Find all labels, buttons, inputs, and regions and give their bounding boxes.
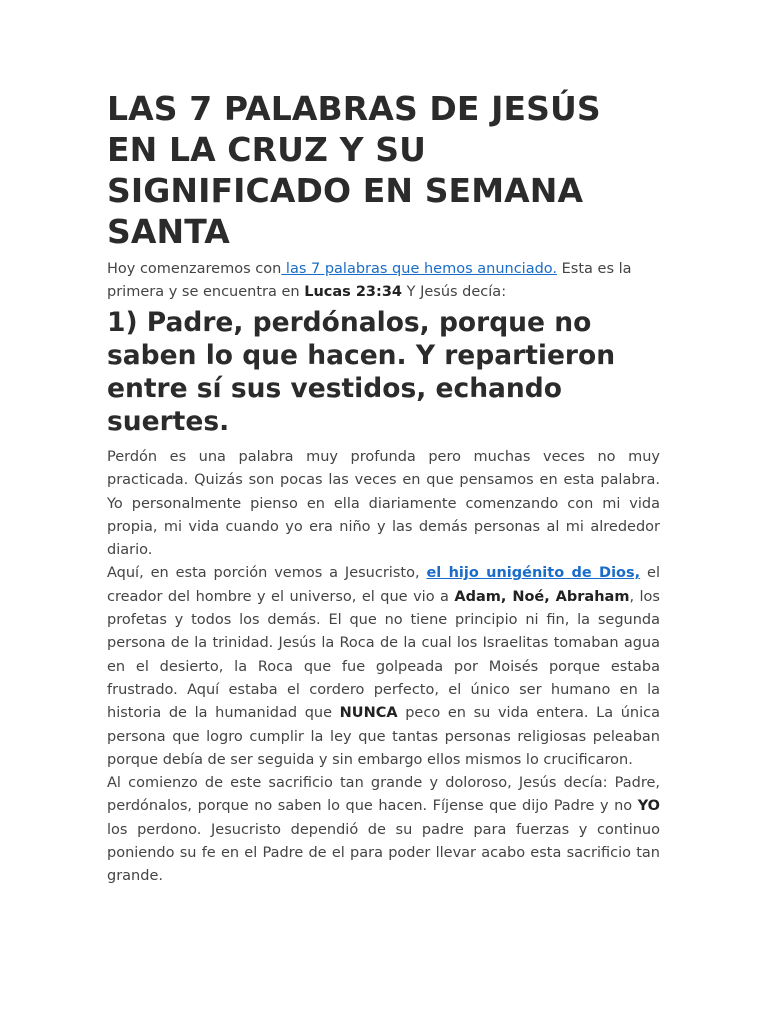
p2-text-start: Aquí, en esta porción vemos a Jesucristo, <box>107 565 427 582</box>
intro-text-start: Hoy comenzaremos con <box>107 261 282 277</box>
paragraph-jesus <box>107 562 660 772</box>
p2-text-mid2: , los profetas y todos los demás. El que no tiene principio ni fin, la segunda persona de la trinidad. Jesús la Roca de la cual los Israelitas tomaban agua en el desierto, la Roca que fue golpeada por Moisés porque estaba frustrado. Aquí estaba el cordero perfecto, el único ser humano en la historia de la humanidad que <box>107 588 660 722</box>
seven-words-link[interactable]: las 7 palabras que hemos anunciado. <box>281 261 558 277</box>
intro-text-mid: Esta es la primera y se encuentra en <box>107 261 632 300</box>
first-word-heading: 1) Padre, perdónalos, porque no saben lo que hacen. Y repartieron entre sí sus vestidos, echando suertes. <box>107 307 616 437</box>
patriarch-names: Adam, Noé, Abraham <box>454 588 630 605</box>
paragraph-forgiveness: Perdón es una palabra muy profunda pero muchas veces no muy practicada. Quizás son pocas las veces en que pensamos en esta palabra. Yo personalmente pienso en ella diariamente comenzando con mi vida propia, mi vida cuando yo era niño y las demás personas al mi alrededor diario. <box>107 449 660 559</box>
p2-text-end: peco en su vida entera. La única persona que logro cumplir la ley que tantas personas religiosas peleaban porque debía de ser seguida y sin embargo ellos mismos lo crucificaron. <box>107 705 660 768</box>
yo-emphasis: YO <box>637 798 660 815</box>
article-title: LAS 7 PALABRAS DE JESÚS EN LA CRUZ Y SU SIGNIFICADO EN SEMANA SANTA <box>107 89 601 251</box>
paragraph-sacrifice <box>107 772 660 888</box>
intro-text-end: Y Jesús decía: <box>402 284 507 300</box>
only-begotten-son-link[interactable]: el hijo unigénito de Dios, <box>426 565 641 582</box>
p3-text-start: Al comienzo de este sacrificio tan grande y doloroso, Jesús decía: Padre, perdónalos, porque no saben lo que hacen. Fíjense que dijo Padre y no <box>107 775 660 815</box>
intro-paragraph <box>107 258 660 304</box>
scripture-reference: Lucas 23:34 <box>304 284 402 300</box>
p3-text-end: los perdono. Jesucristo dependió de su padre para fuerzas y continuo poniendo su fe en el Padre de el para poder llevar acabo esta sacrificio tan grande. <box>107 821 660 885</box>
p2-text-mid1: el creador del hombre y el universo, el que vio a <box>107 565 660 605</box>
nunca-emphasis: NUNCA <box>339 705 398 722</box>
